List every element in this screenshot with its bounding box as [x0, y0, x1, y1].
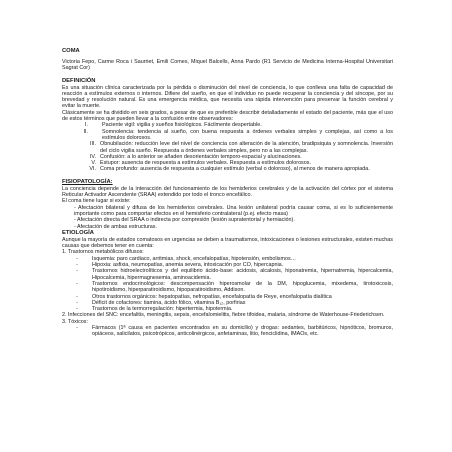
list-item-text: Trastornos hidroelectrolíticos y del equilibrio ácido-base: acidosis, alcalosis, hiponatremia, hipernatremia, hipercalcemia, Hipocalcemia, hipermagnesemia, aminoacidemia.: [92, 268, 393, 281]
fisiopatologia-item: - Afectación directa del SRAA o indirecta por compresión (lesión supratentorial y herniación).: [74, 217, 295, 224]
section-heading-definicion: DEFINICIÓN: [62, 77, 96, 84]
list-item-text: Trastornos endocrinológicos: descompensación hiperosmolar de la DM, hipoglucemia, mixedema, tirotoxicosis, hipotiroidismo, hiperparatiroidismo, hipoparatiroidismo, Addison.: [92, 280, 393, 294]
list-item-text: Déficit de cofactores: tiamina, ácido fólico, vitamina B₁₂, porfirias: [92, 299, 246, 306]
document-title: COMA: [62, 48, 80, 54]
list-item: [62, 325, 393, 338]
grado-item: [62, 141, 393, 154]
etiologia-paragraph-1: Aunque la mayoría de estados comatosos en urgencias se deben a traumatismos, intoxicaciones o lesiones estructurales, existen muchas causas que debemos tener en cuenta:: [62, 236, 393, 250]
list-item-text: Hipoxia: asfixia, neumopatías, anemia severa, intoxicación por CO, hipercapnia.: [92, 262, 284, 269]
bullet: -: [76, 299, 78, 306]
list-item-text: Otros trastornos orgánicos: hepatopatías, nefropatías, encefalopatía de Reye, encefalopatía dialítica: [92, 293, 332, 300]
section-heading-fisiopatologia: FISIOPATOLOGÍA:: [62, 178, 113, 185]
bullet: -: [76, 268, 78, 275]
fisiopatologia-paragraph-2: El coma tiene lugar si existe:: [62, 198, 131, 205]
grado-text: Coma profundo: ausencia de respuesta a cualquier estímulo (verbal o doloroso), al menos de manera apropiada.: [100, 166, 370, 173]
bullet: -: [76, 280, 78, 287]
authors: Victoria Fepo, Carme Roca i Saurriet, Emili Comes, Miquel Balcells, Anna Pardo (R1 Servicio de Medicina Interna-Hospital Universitari Sagrat Cor): [62, 59, 393, 72]
list-item-text: Fármacos (1ª causa en pacientes encontrados en su domicilio) y drogas: sedantes, barbitúricos, hipnóticos, bromuros, opiáceos, salicilatos, psicotrópicos, anticolinérgicos, anfetaminas, litio, fenciclidina, IMAOs, etc.: [92, 324, 393, 338]
grado-item: [62, 129, 393, 142]
grado-number: VI.: [89, 166, 96, 173]
bullet: -: [76, 262, 78, 269]
grado-text: Obnubilación: reducción leve del nivel de conciencia con alteración de la atención, bradipsiquia y somnolencia. Inversión del ciclo vigilia sueño. Respuesta a órdenes verbales simples, pero no a las complejas.: [100, 141, 393, 154]
fisiopatologia-paragraph-1: La conciencia depende de la interacción del funcionamiento de los hemisferios cerebrales y de la activación del córtex por el sistema Reticular Activador Ascendente (SRAA) extendido por todo el tronco encefálico.: [62, 185, 393, 199]
grado-text: Paciente vigil: vigilia y sueños fisiológicos. Fácilmente despertable.: [102, 122, 262, 129]
grado-item: [62, 166, 393, 172]
grado-text: Estupor: ausencia de respuesta a estímulos verbales. Respuesta a estímulos dolorosos.: [100, 160, 311, 167]
fisiopatologia-item: - Afectación de ambas estructuras.: [74, 223, 157, 230]
grado-number: V.: [91, 160, 96, 167]
grado-text: Somnolencia: tendencia al sueño, con buena respuesta a órdenes verbales simples y complejas, así como a los estímulos dolorosos.: [102, 128, 393, 141]
grado-number: IV.: [89, 153, 96, 160]
grado-text: Confusión: a lo anterior se añaden desorientación temporo-espacial y alucinaciones.: [100, 153, 302, 160]
etiologia-subsection-1-title: 1. Trastornos metabólicos difusos:: [62, 249, 144, 256]
bullet: -: [76, 293, 78, 300]
definicion-paragraph-1: Es una situación clínica caracterizada por la pérdida o disminución del nivel de conciencia, lo que conlleva una falta de capacidad de reacción a estímulos externos o internos. Difiere del sueño, en que el individuo no puede recuperar la conciencia y del síncope, por su brevedad y resolución natural. Es una emergencia médica, que necesita una rápida intervención para preservar la función cerebral y evitar la muerte.: [62, 84, 393, 110]
section-heading-etiologia: ETIOLOGÍA: [62, 229, 94, 236]
list-item-text: Trastornos de la termorregulación: hipertermia, hipotermia.: [92, 306, 233, 313]
list-item: [62, 268, 393, 281]
bullet: -: [76, 324, 78, 331]
grado-number: II.: [83, 128, 88, 135]
definicion-paragraph-2: Clásicamente se ha dividido en seis grados, a pesar de que es preferible describir detalladamente el estado del paciente, más que el uso de estos términos que pueden llevar a la confusión entre observadores:: [62, 109, 393, 123]
bullet: -: [76, 255, 78, 262]
etiologia-subsection-2: 2. Infecciones del SNC: encefalitis, meningitis, sepsis, encefalomielitis, fiebre tifoidea, malaria, síndrome de Waterhouse-Friederichsen.: [62, 312, 385, 319]
bullet: -: [76, 306, 78, 313]
list-item: [62, 281, 393, 294]
fisiopatologia-item: - Afectación bilateral y difusa de los hemisferios cerebrales. Una lesión unilateral podría causar coma, si es lo suficientemente importante como para comportar efectos en el hemisferio contralateral (p.ej. efecto masa): [74, 204, 393, 217]
grado-number: I.: [85, 122, 88, 129]
document-page: [62, 48, 393, 338]
etiologia-subsection-3-title: 3. Tóxicos:: [62, 318, 88, 325]
list-item-text: Isquemia: paro cardiaco, arritmias, shock, encefalopatías, hipotensión, embolismos…: [92, 255, 297, 262]
grado-number: III.: [90, 141, 96, 148]
